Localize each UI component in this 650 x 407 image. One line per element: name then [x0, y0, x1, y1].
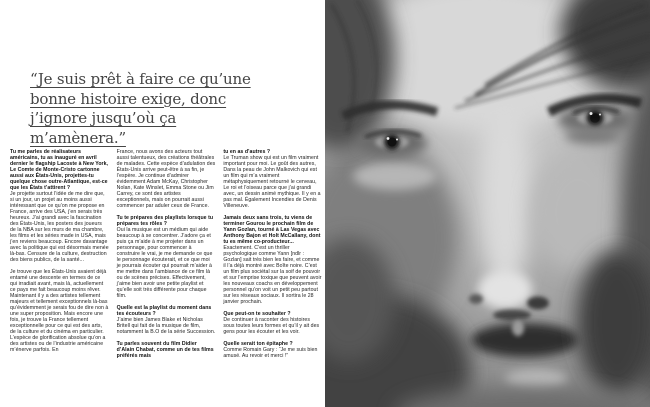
interview-answer: J’aime bien James Blake et Nicholas Britell qui fait de la musique de film, notamment la B.O de la série Succession.	[116, 317, 216, 335]
portrait-photo	[325, 0, 650, 407]
interview-question: tu en as d’autres ?	[223, 149, 271, 155]
interview-question: Tu parles souvent du film Didier d’Alain Chabat, comme un de tes films préférés mais	[116, 341, 214, 359]
pull-quote	[30, 70, 265, 148]
article-column-1	[10, 149, 109, 359]
interview-question: Quelle est la playlist du moment dans tes écouteurs ?	[116, 305, 212, 317]
pull-quote-line: “Je suis prêt à faire ce qu’une	[30, 70, 251, 88]
interview-answer: Oui la musique est un médium qui aide beaucoup à se concentrer. J’adore ça et puis ça m’aide à me projeter dans un personnage, pour commencer à construire le vrai, je me demande ce que le personnage écouterait, et ce que moi je pourrais écouter qui pourrait m’aider à me mettre dans l’ambiance de ce film là ou de scènes précises. Effectivement, j’aime bien avoir une petite playlist et qu’elle soit très différente pour chaque film.	[116, 227, 213, 299]
interview-question: Tu te prépares des playlists lorsque tu prépares tes rôles ?	[116, 215, 214, 227]
interview-answer: France, nous avons des acteurs tout aussi talentueux, des créations théâtrales de malades. Cette espèce d’adulation des États-Unis arrive peut-être à sa fin, je l’espère. Je continue d’admirer évidemment Adam McKay, Christopher Nolan, Kate Winslet, Emma Stone ou Jim Carrey, ce sont des artistes exceptionnels, mais on pourrait aussi commencer par aduler ceux de France.	[116, 149, 216, 209]
article-column-2	[117, 149, 216, 359]
interview-answer: Je trouve que les États-Unis avaient déjà entamé une descente en termes de ce qui irradiait avant, mais là, actuellement ce pays me fait beaucoup moins rêver. Maintenant il y a des artistes tellement majeurs et tellement exceptionnels là-bas qu’évidemment je serais fou de dire non à une super proposition. Mais encore une fois, je trouve la France tellement exceptionnelle pour ce qui est des arts, de la culture et du cinéma en particulier. L’espèce de glorification absolue qu’on a des artistes ou de l’industrie américaine m’énerve parfois. En	[10, 269, 109, 353]
interview-answer: Comme Romain Gary : “Je me suis bien amusé. Au revoir et merci !”	[223, 347, 318, 359]
interview-question: Que peut-on te souhaiter ?	[223, 311, 291, 317]
pull-quote-line: bonne histoire exige, donc	[30, 89, 227, 108]
interview-question: Quelle serait ton épitaphe ?	[223, 341, 293, 347]
article-columns	[10, 149, 322, 359]
interview-question: Jamais deux sans trois, tu viens de terminer Gourou le prochain film de Yann Gozlan, tourné à Las Vegas avec Anthony Bajon et Holt McCallany, dont tu es même co-producteur...	[223, 215, 321, 245]
interview-answer: De continuer à raconter des histoires sous toutes leurs formes et qu’il y ait des gens pour les écouter et les voir.	[223, 317, 320, 335]
article-column-3	[223, 149, 322, 359]
right-page	[325, 0, 650, 407]
interview-answer: Je projette surtout l’idée de me dire que, si un jour, un projet au moins aussi intéressant que ce qu’on me propose en France, arrive des USA, j’en serais très heureux. J’ai grandi avec la fascination des États-Unis, les posters des joueurs de la NBA sur les murs de ma chambre, les films et les séries made in USA, mais j’en reviens beaucoup. Encore davantage avec la politique qui est désormais menée là-bas. Censure de la culture, destruction des biens publics, de la santé...	[10, 191, 109, 263]
pull-quote-line: j’ignore jusqu’où ça m’amènera.”	[30, 109, 177, 147]
interview-question: Tu me parles de réalisateurs américains, tu as inauguré en avril dernier le flagship Lacoste à New York, Le Comte de Monte-Cristo cartonne aussi aux États-Unis, projettes-tu quelque chose outre-Atlantique, est-ce que les États t’attirent ?	[10, 149, 109, 191]
interview-answer: Exactement. C’est un thriller psychologique comme Yann [ndlr : Gozlan] sait très bien les faire, et comme il l’a déjà montré avec Boîte noire. C’est un film plus sociétal sur la soif de pouvoir et sur l’emprise toxique que peuvent avoir les nouveaux coachs en développement personnel qu’on voit un petit peu partout sur les réseaux sociaux. Il sortira le 28 janvier prochain.	[223, 245, 322, 305]
interview-answer: Le Truman show qui est un film vraiment important pour moi. Le goût des autres, Dans la peau de John Malkovich qui est un film qui m’a vraiment métaphysiquement retourné le cerveau, Le roi et l’oiseau parce que j’ai grandi avec, un dessin animé mythique. Il y en a pas mal. Également Incendies de Denis Villeneuve.	[223, 155, 321, 209]
